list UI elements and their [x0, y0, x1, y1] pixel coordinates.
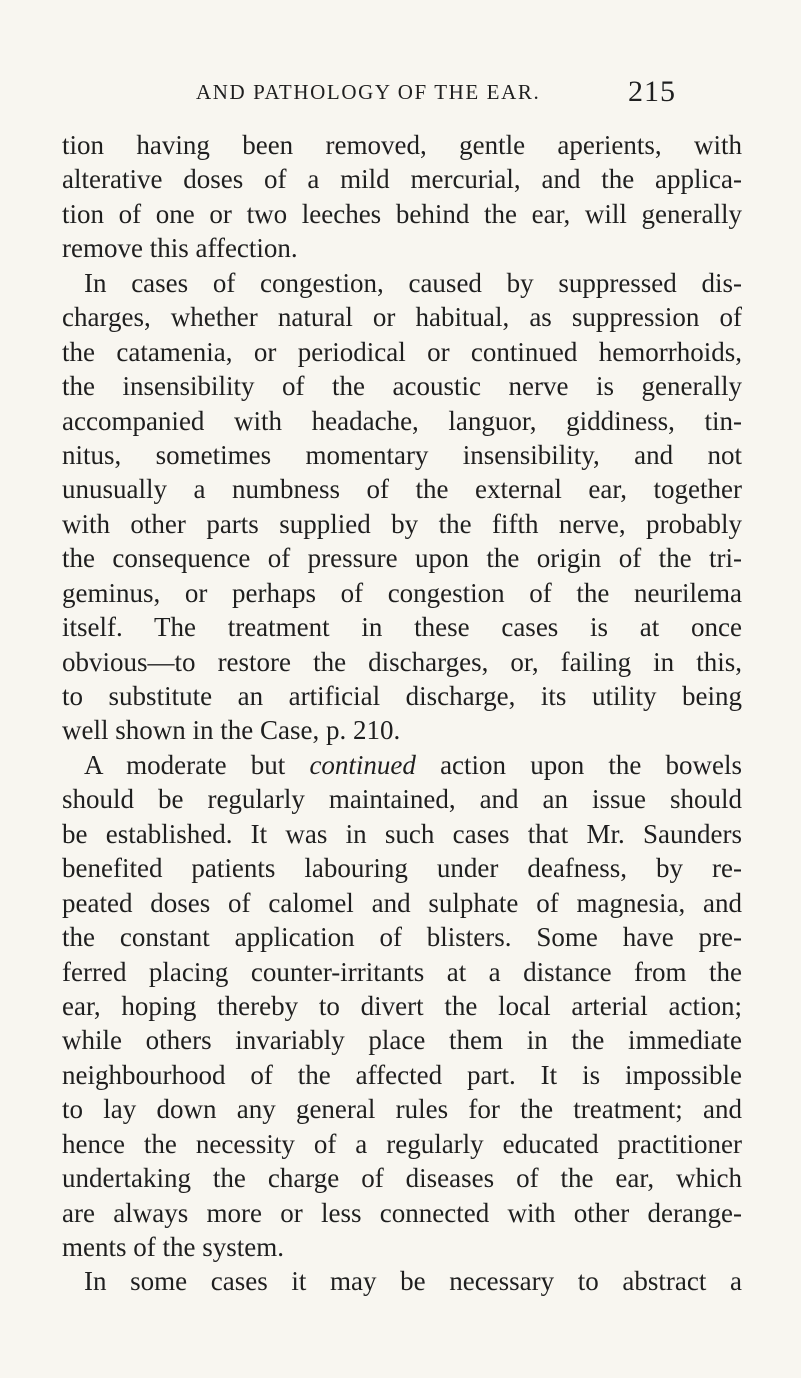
text-line: charges, whether natural or habitual, as suppression of [62, 302, 742, 333]
running-head: AND PATHOLOGY OF THE EAR. [196, 80, 541, 104]
text-line: ear, hoping thereby to divert the local arterial action; [62, 990, 742, 1021]
text-fragment: action upon the bowels [415, 749, 742, 780]
text-line: In some cases it may be necessary to abstract a [84, 1266, 742, 1297]
text-line: ferred placing counter-irritants at a distance from the [62, 956, 742, 987]
text-line: tion of one or two leeches behind the ear, will generally [62, 198, 742, 229]
text-line: nitus, sometimes momentary insensibility, and not [62, 439, 742, 470]
text-line: remove this affection. [62, 233, 298, 264]
text-line: alterative doses of a mild mercurial, and the applica- [62, 164, 742, 195]
text-line: the catamenia, or periodical or continued hemorrhoids, [62, 336, 742, 367]
text-line: be established. It was in such cases that Mr. Saunders [62, 818, 742, 849]
text-line: to substitute an artificial discharge, its utility being [62, 681, 742, 711]
text-line: undertaking the charge of diseases of the ear, which [62, 1163, 742, 1194]
text-line: should be regularly maintained, and an issue should [62, 784, 742, 815]
text-line: with other parts supplied by the fifth nerve, probably [62, 508, 742, 539]
text-line: tion having been removed, gentle aperients, with [62, 130, 742, 160]
page-header [0, 75, 801, 120]
text-line: itself. The treatment in these cases is at once [62, 612, 742, 643]
text-line: accompanied with headache, languor, giddiness, tin- [62, 405, 742, 436]
text-line: ments of the system. [62, 1232, 284, 1262]
text-line: benefited patients labouring under deafness, by re- [62, 853, 742, 884]
text-line: In cases of congestion, caused by suppressed dis- [84, 267, 742, 298]
text-line: to lay down any general rules for the treatment; and [62, 1094, 742, 1125]
text-line: the constant application of blisters. Some have pre- [62, 922, 742, 953]
text-line: the insensibility of the acoustic nerve is generally [62, 371, 742, 402]
text-line: are always more or less connected with other derange- [62, 1197, 742, 1228]
body-text [62, 128, 742, 1299]
text-line: the consequence of pressure upon the origin of the tri- [62, 543, 742, 574]
emphasized-word: continued [309, 749, 416, 780]
text-line: unusually a numbness of the external ear, together [62, 474, 742, 505]
text-line: peated doses of calomel and sulphate of magnesia, and [62, 887, 742, 918]
text-line: obvious—to restore the discharges, or, failing in this, [62, 646, 742, 677]
text-line: neighbourhood of the affected part. It is impossible [62, 1059, 742, 1090]
text-line: while others invariably place them in the immediate [62, 1025, 742, 1056]
text-line: well shown in the Case, p. 210. [62, 715, 401, 746]
text-line: geminus, or perhaps of congestion of the neurilema [62, 577, 742, 608]
text-line [62, 748, 742, 782]
page-number: 215 [628, 75, 676, 108]
text-fragment: A moderate but [84, 749, 310, 780]
text-line: hence the necessity of a regularly educated practitioner [62, 1128, 742, 1159]
